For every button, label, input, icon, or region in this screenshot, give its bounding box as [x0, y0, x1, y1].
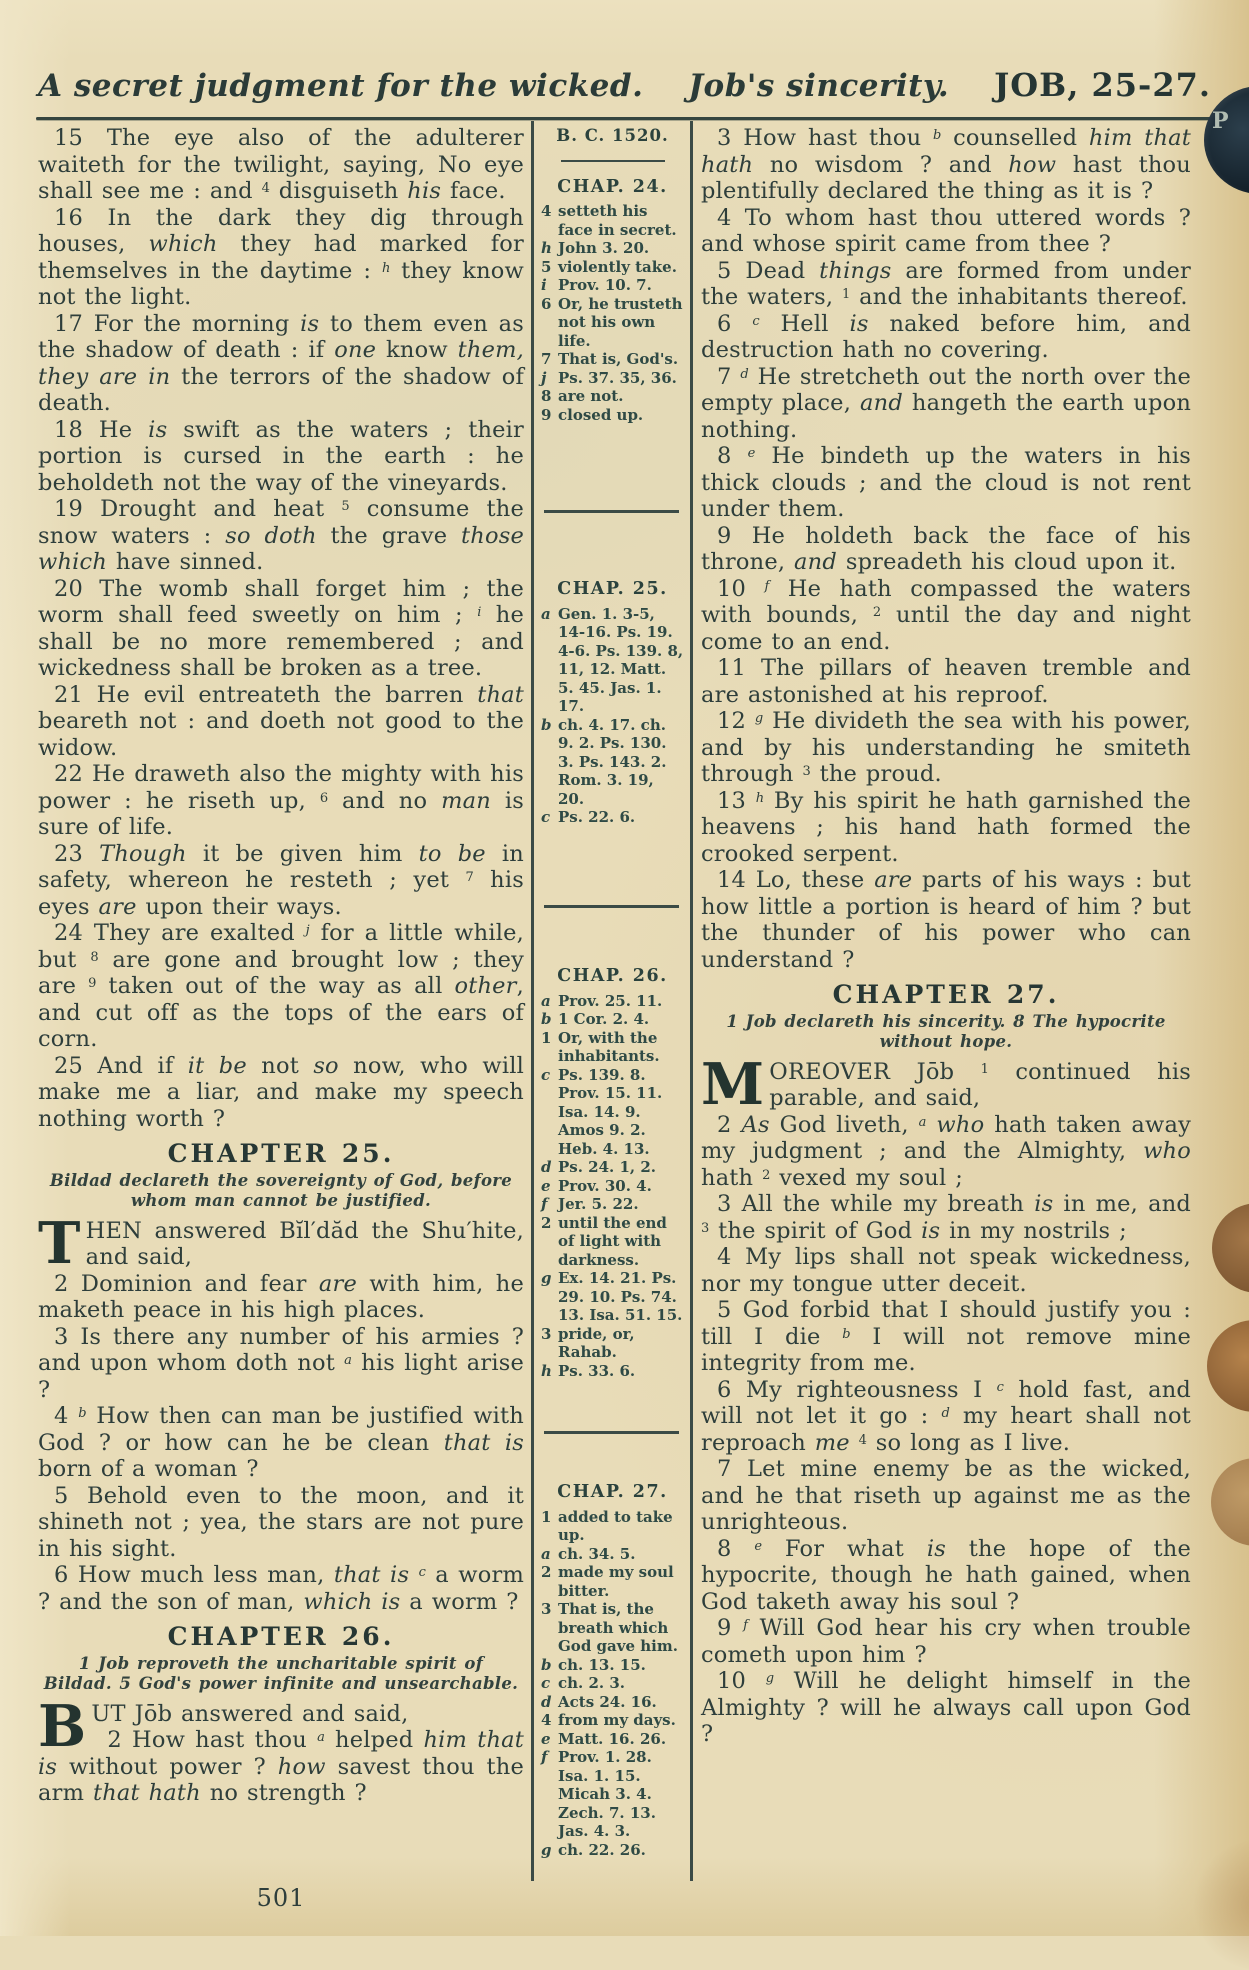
reference-text: pride, or, Rahab. — [558, 1324, 635, 1361]
reference-entry — [541, 1711, 684, 1730]
reference-text: ch. 13. 15. — [558, 1655, 646, 1674]
page-edge-stain — [1207, 1320, 1249, 1412]
reference-marker: b — [541, 715, 552, 734]
reference-text: Prov. 25. 11. — [558, 991, 663, 1010]
reference-entry — [541, 1748, 684, 1841]
ref-block-chap27 — [541, 1483, 684, 1859]
ref-block-chap26 — [541, 967, 684, 1380]
header-rule — [36, 117, 1213, 120]
reference-entry — [541, 1325, 684, 1362]
thumb-tab-letter: P — [1212, 108, 1229, 134]
reference-text: ch. 22. 26. — [558, 1840, 646, 1859]
page-number: 501 — [256, 1884, 306, 1912]
reference-entry — [541, 1269, 684, 1325]
reference-marker: b — [541, 1655, 552, 1674]
reference-marker: g — [541, 1269, 552, 1287]
reference-marker: d — [541, 1158, 552, 1176]
reference-entry — [541, 808, 684, 827]
verse: 12 $^g$ He divideth the sea with his power, and by his understanding he smiteth through $^3$ the proud. — [701, 708, 1191, 787]
reference-marker: 4 — [541, 1711, 552, 1729]
dropcap-letter: M — [701, 1050, 765, 1118]
ref-chap27-heading: CHAP. 27. — [557, 1482, 668, 1502]
verse: 25 And if it be not so now, who will make me a liar, and make my speech nothing worth ? — [38, 1052, 525, 1132]
opening-text: OREOVER Jōb $^1$ continued his parable, and said, — [769, 1058, 1191, 1111]
reference-marker: c — [541, 1065, 551, 1084]
verse: 4 To whom hast thou uttered words ? and whose spirit came from thee ? — [701, 204, 1191, 257]
reference-entry — [541, 1600, 684, 1656]
reference-entry — [541, 1177, 684, 1196]
verse: 2 How hast thou $^a$ helped him that is without power ? how savest thou the arm that hath no strength ? — [38, 1727, 524, 1806]
reference-text: made my soul bitter. — [558, 1563, 674, 1600]
reference-text: closed up. — [558, 405, 644, 424]
reference-text: Ps. 37. 35, 36. — [558, 368, 677, 387]
chapter25-opening-verse — [38, 1209, 524, 1277]
reference-text: Ex. 14. 21. Ps. 29. 10. Ps. 74. 13. Isa. 51. 15. — [558, 1269, 683, 1324]
chapter24-verses — [38, 125, 524, 1132]
ref-divider — [544, 510, 679, 513]
verse: 9 He holdeth back the face of his throne, and spreadeth his cloud upon it. — [701, 522, 1191, 575]
left-text-column — [38, 125, 524, 1807]
ref-divider — [544, 905, 679, 908]
reference-entry — [541, 369, 684, 388]
reference-marker: 1 — [541, 1507, 552, 1526]
reference-entry — [541, 992, 684, 1011]
ref-block-chap25 — [541, 580, 684, 827]
reference-marker: 8 — [541, 387, 552, 405]
page-corner-stain — [1190, 1840, 1249, 1970]
reference-text: That is, the breath which God gave him. — [558, 1600, 678, 1655]
reference-text: until the end of light with darkness. — [558, 1213, 667, 1269]
reference-text: Ps. 24. 1, 2. — [558, 1158, 657, 1176]
reference-text: That is, God's. — [558, 350, 679, 368]
reference-entry — [541, 1563, 684, 1600]
reference-entry — [541, 1674, 684, 1693]
reference-text: Or, he trusteth not his own life. — [558, 294, 683, 350]
ref-chap27-entries — [541, 1508, 684, 1860]
reference-text: Prov. 10. 7. — [558, 276, 652, 294]
verse: 3 How hast thou $^b$ counselled him that hath no wisdom ? and how hast thou plentifully declared the thing as it is ? — [701, 125, 1191, 204]
reference-marker: e — [541, 1176, 551, 1195]
reference-entry — [541, 605, 684, 716]
opening-text: UT Jōb answered and said, — [91, 1700, 409, 1727]
verse: 20 The womb shall forget him ; the worm shall feed sweetly on him ; $^i$ he shall be no more remembered ; and wickedness shall be broken as a tree. — [38, 575, 524, 681]
reference-text: Prov. 30. 4. — [558, 1176, 652, 1195]
reference-marker: e — [541, 1729, 551, 1748]
reference-entry — [541, 1730, 684, 1749]
verse: 15 The eye also of the adulterer waiteth for the twilight, saying, No eye shall see me : and $^4$ disguiseth his face. — [38, 125, 524, 204]
verse: 10 $^f$ He hath compassed the waters with bounds, $^2$ until the day and night come to an end. — [701, 575, 1191, 655]
dropcap-letter: T — [38, 1209, 81, 1277]
chapter26-verses-continued — [701, 125, 1191, 973]
reference-text: Ps. 22. 6. — [558, 808, 636, 826]
verse: 5 Behold even to the moon, and it shineth not ; yea, the stars are not pure in his sight. — [38, 1482, 524, 1562]
ref-chap25-entries — [541, 605, 684, 827]
chapter27-heading: CHAPTER 27. — [832, 980, 1060, 1009]
reference-entry — [541, 1693, 684, 1712]
reference-marker: 2 — [541, 1213, 552, 1232]
verse: 11 The pillars of heaven tremble and are astonished at his reproof. — [701, 655, 1191, 708]
reference-marker: c — [541, 1674, 551, 1692]
book-chapter-reference: JOB, 25-27. — [994, 66, 1211, 104]
reference-marker: d — [541, 1692, 552, 1711]
page-edge-stain — [1211, 1458, 1249, 1546]
ref-chap25-heading: CHAP. 25. — [557, 579, 668, 599]
reference-entry — [541, 350, 684, 369]
reference-entry — [541, 716, 684, 809]
reference-marker: 4 — [541, 202, 552, 220]
verse: 16 In the dark they dig through houses, which they had marked for themselves in the daytime : $^h$ they know not the light. — [38, 204, 525, 310]
dropcap-letter: B — [38, 1692, 87, 1760]
reference-entry — [541, 239, 684, 258]
verse: 23 Though it be given him to be in safety, whereon he resteth ; yet $^7$ his eyes are upon their ways. — [38, 840, 525, 920]
reference-entry — [541, 276, 684, 295]
reference-entry — [541, 202, 684, 239]
verse: 9 $^f$ Will God hear his cry when trouble cometh upon him ? — [701, 1615, 1191, 1668]
reference-marker: f — [541, 1748, 548, 1766]
chapter25-heading: CHAPTER 25. — [167, 1139, 395, 1168]
column-rule-right — [690, 121, 693, 1881]
reference-text: Ps. 33. 6. — [558, 1361, 636, 1380]
reference-text: added to take up. — [558, 1507, 673, 1544]
verse: 17 For the morning is to them even as the shadow of death : if one know them, they are in the terrors of the shadow of death. — [38, 310, 524, 416]
page-header — [38, 66, 1211, 104]
reference-text: are not. — [558, 387, 624, 405]
reference-marker: b — [541, 1010, 552, 1028]
verse: 7 Let mine enemy be as the wicked, and he that riseth up against me as the unrighteous. — [701, 1456, 1191, 1535]
chapter27-verses — [701, 1112, 1191, 1748]
reference-text: Matt. 16. 26. — [558, 1729, 667, 1748]
reference-text: Jer. 5. 22. — [558, 1195, 639, 1213]
ref-chap24-heading: CHAP. 24. — [557, 176, 668, 197]
reference-marker: 3 — [541, 1600, 552, 1618]
verse: 6 How much less man, that is $^c$ a worm ? and the son of man, which is a worm ? — [38, 1562, 524, 1615]
reference-text: setteth his face in secret. — [558, 202, 677, 239]
reference-entry — [541, 1066, 684, 1159]
reference-text: Or, with the inhabitants. — [558, 1028, 660, 1065]
reference-entry — [541, 1545, 684, 1564]
verse: 13 $^h$ By his spirit he hath garnished the heavens ; his hand hath formed the crooked serpent. — [701, 787, 1191, 867]
reference-entry — [541, 1362, 684, 1381]
reference-text: John 3. 20. — [558, 239, 650, 257]
verse: 24 They are exalted $^j$ for a little while, but $^8$ are gone and brought low ; they are $^9$ taken out of the way as all other, and cut off as the tops of the ears of corn. — [38, 920, 525, 1052]
chapter25-summary: Bildad declareth the sovereignty of God, before whom man cannot be justified. — [49, 1170, 513, 1210]
reference-marker: i — [541, 276, 547, 294]
reference-marker: 7 — [541, 350, 552, 368]
reference-entry — [541, 1656, 684, 1675]
chapter26-summary: 1 Job reproveth the uncharitable spirit of Bildad. 5 God's power infinite and unsearchable. — [43, 1653, 519, 1693]
chapter26-heading: CHAPTER 26. — [167, 1622, 395, 1651]
chapter26-opening-verse — [38, 1692, 524, 1760]
center-reference-column — [534, 125, 689, 1885]
reference-marker: 1 — [541, 1028, 552, 1047]
reference-marker: c — [541, 808, 551, 826]
reference-text: from my days. — [558, 1711, 676, 1729]
reference-entry — [541, 1195, 684, 1214]
reference-marker: g — [541, 1840, 552, 1859]
ref-chap24-entries — [541, 202, 684, 424]
verse: 14 Lo, these are parts of his ways : but how little a portion is heard of him ? but the thunder of his power who can understand ? — [701, 867, 1191, 973]
verse: 3 All the while my breath is in me, and $^3$ the spirit of God is in my nostrils ; — [701, 1191, 1191, 1244]
reference-text: Acts 24. 16. — [558, 1692, 657, 1711]
reference-marker: 6 — [541, 294, 552, 313]
opening-text: HEN answered Bĭl′dăd the Shu′hite, and said, — [85, 1217, 524, 1270]
reference-marker: h — [541, 1361, 552, 1380]
verse: 7 $^d$ He stretcheth out the north over the empty place, and hangeth the earth upon nothing. — [701, 363, 1192, 443]
verse: 3 Is there any number of his armies ? and upon whom doth not $^a$ his light arise ? — [38, 1323, 525, 1403]
ref-chap26-heading: CHAP. 26. — [557, 966, 668, 986]
reference-entry — [541, 406, 684, 425]
reference-text: violently take. — [558, 257, 677, 276]
verse: 21 He evil entreateth the barren that beareth not : and doeth not good to the widow. — [38, 681, 524, 761]
verse: 5 God forbid that I should justify you : till I die $^b$ I will not remove mine integrity from me. — [701, 1297, 1191, 1376]
verse: 4 My lips shall not speak wickedness, nor my tongue utter deceit. — [701, 1244, 1191, 1297]
chapter25-verses — [38, 1271, 524, 1616]
verse: 2 Dominion and fear are with him, he maketh peace in his high places. — [38, 1270, 525, 1323]
reference-text: ch. 2. 3. — [558, 1674, 626, 1692]
reference-text: 1 Cor. 2. 4. — [558, 1010, 650, 1028]
page-edge-stain — [1212, 1203, 1249, 1293]
chapter27-opening-verse — [701, 1050, 1191, 1118]
reference-entry — [541, 1158, 684, 1177]
reference-entry — [541, 1508, 684, 1545]
reference-marker: a — [541, 991, 551, 1010]
reference-entry — [541, 1841, 684, 1860]
reference-entry — [541, 1214, 684, 1270]
ref-block-chap24 — [541, 127, 684, 424]
reference-marker: h — [541, 239, 552, 257]
reference-entry — [541, 1029, 684, 1066]
reference-text: Ps. 139. 8. Prov. 15. 11. Isa. 14. 9. Amos 9. 2. Heb. 4. 13. — [558, 1065, 663, 1158]
verse: 6 $^c$ Hell is naked before him, and destruction hath no covering. — [701, 310, 1191, 363]
verse: 22 He draweth also the mighty with his power : he riseth up, $^6$ and no man is sure of life. — [38, 761, 524, 840]
reference-text: Prov. 1. 28. Isa. 1. 15. Micah 3. 4. Zech. 7. 13. Jas. 4. 3. — [558, 1748, 656, 1840]
bc-date-rule — [561, 160, 665, 162]
verse: 18 He is swift as the waters ; their portion is cursed in the earth : he beholdeth not the way of the vineyards. — [38, 416, 525, 496]
reference-entry — [541, 258, 684, 277]
reference-marker: 3 — [541, 1324, 552, 1343]
verse: 2 As God liveth, $^a$ who hath taken away my judgment ; and the Almighty, who hath $^2$ vexed my soul ; — [701, 1111, 1191, 1191]
chapter27-summary: 1 Job declareth his sincerity. 8 The hypocrite without hope. — [726, 1011, 1166, 1051]
running-head-left: A secret judgment for the wicked. — [38, 68, 644, 104]
reference-text: ch. 34. 5. — [558, 1544, 636, 1563]
verse: 6 My righteousness I $^c$ hold fast, and will not let it go : $^d$ my heart shall not reproach me $^4$ so long as I live. — [701, 1376, 1192, 1456]
reference-text: Gen. 1. 3-5, 14-16. Ps. 19. 4-6. Ps. 139. 8, 11, 12. Matt. 5. 45. Jas. 1. 17. — [558, 604, 684, 715]
reference-marker: 2 — [541, 1563, 552, 1581]
reference-marker: j — [541, 368, 547, 387]
reference-marker: 9 — [541, 405, 552, 424]
reference-marker: a — [541, 1544, 551, 1563]
bc-date: B. C. 1520. — [556, 126, 669, 145]
ref-chap26-entries — [541, 992, 684, 1381]
reference-entry — [541, 295, 684, 351]
reference-marker: a — [541, 604, 551, 623]
running-head-center: Job's sincerity. — [688, 68, 950, 104]
reference-entry — [541, 387, 684, 406]
verse: 5 Dead things are formed from under the waters, $^1$ and the inhabitants thereof. — [701, 257, 1191, 310]
ref-divider — [544, 1431, 679, 1434]
verse: 10 $^g$ Will he delight himself in the Almighty ? will he always call upon God ? — [701, 1668, 1191, 1747]
reference-text: ch. 4. 17. ch. 9. 2. Ps. 130. 3. Ps. 143. 2. Rom. 3. 19, 20. — [558, 715, 667, 808]
right-text-column — [701, 125, 1191, 1748]
chapter26-verses — [38, 1727, 524, 1807]
verse: 4 $^b$ How then can man be justified with God ? or how can he be clean that is born of a woman ? — [38, 1403, 524, 1482]
reference-marker: 5 — [541, 257, 552, 276]
verse: 8 $^e$ For what is the hope of the hypocrite, though he hath gained, when God taketh away his soul ? — [701, 1535, 1191, 1615]
verse: 19 Drought and heat $^5$ consume the snow waters : so doth the grave those which have sinned. — [38, 496, 524, 575]
reference-marker: f — [541, 1195, 548, 1213]
reference-entry — [541, 1010, 684, 1029]
verse: 8 $^e$ He bindeth up the waters in his thick clouds ; and the cloud is not rent under them. — [701, 443, 1191, 522]
